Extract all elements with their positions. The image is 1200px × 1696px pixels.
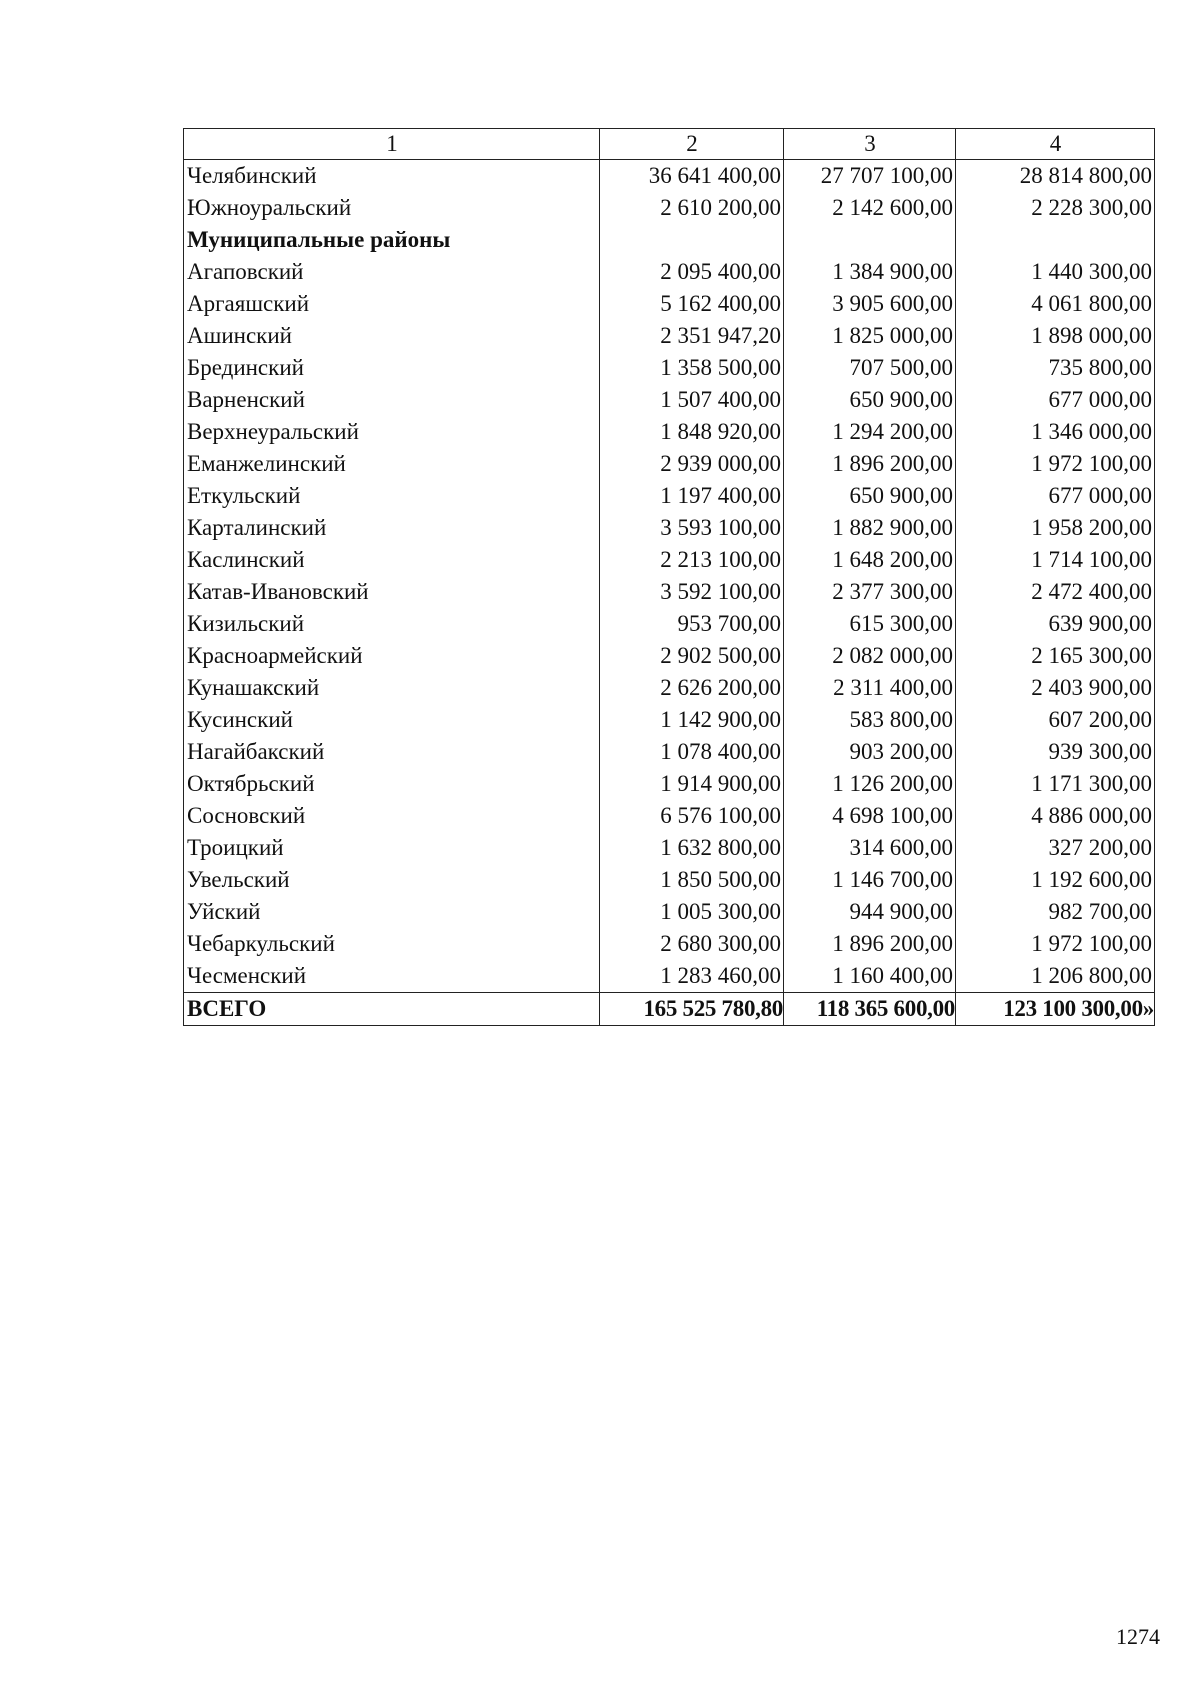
total-col-2-cell: 165 525 780,80 xyxy=(600,993,784,1026)
value-col-3-cell: 1 648 200,00 xyxy=(784,544,956,576)
value-col-4-cell: 2 472 400,00 xyxy=(956,576,1155,608)
value-col-3-cell: 1 825 000,00 xyxy=(784,320,956,352)
table-row xyxy=(184,576,1155,608)
district-name-cell: Карталинский xyxy=(184,512,600,544)
table-row xyxy=(184,896,1155,928)
value-col-2-cell: 2 213 100,00 xyxy=(600,544,784,576)
value-col-3-cell: 1 896 200,00 xyxy=(784,448,956,480)
district-name-cell: Кусинский xyxy=(184,704,600,736)
column-header-1: 1 xyxy=(184,129,600,160)
value-col-4-cell: 1 206 800,00 xyxy=(956,960,1155,993)
value-col-4-cell: 2 403 900,00 xyxy=(956,672,1155,704)
table-row xyxy=(184,832,1155,864)
district-name-cell: Еткульский xyxy=(184,480,600,512)
value-col-3-cell: 2 311 400,00 xyxy=(784,672,956,704)
value-col-2-cell: 1 197 400,00 xyxy=(600,480,784,512)
table-row xyxy=(184,384,1155,416)
value-col-2-cell: 2 902 500,00 xyxy=(600,640,784,672)
district-name-cell: Ашинский xyxy=(184,320,600,352)
value-col-3-cell: 27 707 100,00 xyxy=(784,160,956,193)
table-row xyxy=(184,800,1155,832)
value-col-2-cell: 1 005 300,00 xyxy=(600,896,784,928)
value-col-3-cell: 4 698 100,00 xyxy=(784,800,956,832)
table-row xyxy=(184,480,1155,512)
district-name-cell: Нагайбакский xyxy=(184,736,600,768)
table-row xyxy=(184,960,1155,993)
table-row xyxy=(184,192,1155,224)
budget-table xyxy=(183,128,1155,1026)
value-col-3-cell: 615 300,00 xyxy=(784,608,956,640)
table-row xyxy=(184,928,1155,960)
value-col-4-cell: 1 972 100,00 xyxy=(956,448,1155,480)
value-col-2-cell: 2 610 200,00 xyxy=(600,192,784,224)
value-col-2-cell: 36 641 400,00 xyxy=(600,160,784,193)
district-name-cell: Верхнеуральский xyxy=(184,416,600,448)
value-col-3-cell: 314 600,00 xyxy=(784,832,956,864)
value-col-4-cell: 1 346 000,00 xyxy=(956,416,1155,448)
district-name-cell: Катав-Ивановский xyxy=(184,576,600,608)
table-row xyxy=(184,288,1155,320)
district-name-cell: Челябинский xyxy=(184,160,600,193)
value-col-3-cell: 650 900,00 xyxy=(784,480,956,512)
value-col-3-cell: 944 900,00 xyxy=(784,896,956,928)
district-name-cell: Кизильский xyxy=(184,608,600,640)
value-col-2-cell: 2 351 947,20 xyxy=(600,320,784,352)
value-col-2-cell xyxy=(600,224,784,256)
value-col-4-cell: 1 972 100,00 xyxy=(956,928,1155,960)
table-row xyxy=(184,352,1155,384)
value-col-4-cell: 1 714 100,00 xyxy=(956,544,1155,576)
district-name-cell: Троицкий xyxy=(184,832,600,864)
value-col-4-cell: 939 300,00 xyxy=(956,736,1155,768)
value-col-3-cell: 2 142 600,00 xyxy=(784,192,956,224)
district-name-cell: Уйский xyxy=(184,896,600,928)
value-col-3-cell: 903 200,00 xyxy=(784,736,956,768)
table-row xyxy=(184,320,1155,352)
value-col-4-cell: 28 814 800,00 xyxy=(956,160,1155,193)
value-col-2-cell: 1 507 400,00 xyxy=(600,384,784,416)
district-name-cell: Чесменский xyxy=(184,960,600,993)
value-col-2-cell: 1 283 460,00 xyxy=(600,960,784,993)
value-col-2-cell: 2 680 300,00 xyxy=(600,928,784,960)
value-col-2-cell: 2 626 200,00 xyxy=(600,672,784,704)
table-row xyxy=(184,512,1155,544)
total-col-3-cell: 118 365 600,00 xyxy=(784,993,956,1026)
value-col-2-cell: 953 700,00 xyxy=(600,608,784,640)
value-col-2-cell: 1 850 500,00 xyxy=(600,864,784,896)
value-col-2-cell: 6 576 100,00 xyxy=(600,800,784,832)
table-row xyxy=(184,544,1155,576)
value-col-2-cell: 1 078 400,00 xyxy=(600,736,784,768)
value-col-4-cell: 2 165 300,00 xyxy=(956,640,1155,672)
district-name-cell: Муниципальные районы xyxy=(184,224,600,256)
district-name-cell: Еманжелинский xyxy=(184,448,600,480)
value-col-4-cell xyxy=(956,224,1155,256)
value-col-3-cell: 3 905 600,00 xyxy=(784,288,956,320)
value-col-4-cell: 327 200,00 xyxy=(956,832,1155,864)
value-col-3-cell: 1 384 900,00 xyxy=(784,256,956,288)
column-header-3: 3 xyxy=(784,129,956,160)
table-row xyxy=(184,160,1155,193)
district-name-cell: Каслинский xyxy=(184,544,600,576)
value-col-4-cell: 607 200,00 xyxy=(956,704,1155,736)
value-col-3-cell: 650 900,00 xyxy=(784,384,956,416)
value-col-2-cell: 1 914 900,00 xyxy=(600,768,784,800)
value-col-3-cell: 2 082 000,00 xyxy=(784,640,956,672)
district-name-cell: Увельский xyxy=(184,864,600,896)
table-row xyxy=(184,864,1155,896)
value-col-2-cell: 2 095 400,00 xyxy=(600,256,784,288)
value-col-2-cell: 5 162 400,00 xyxy=(600,288,784,320)
value-col-4-cell: 4 886 000,00 xyxy=(956,800,1155,832)
total-row xyxy=(184,993,1155,1026)
table-body xyxy=(184,129,1155,1026)
value-col-2-cell: 1 632 800,00 xyxy=(600,832,784,864)
table-row xyxy=(184,448,1155,480)
section-header-row xyxy=(184,224,1155,256)
total-label-cell: ВСЕГО xyxy=(184,993,600,1026)
value-col-4-cell: 1 958 200,00 xyxy=(956,512,1155,544)
district-name-cell: Южноуральский xyxy=(184,192,600,224)
value-col-3-cell: 583 800,00 xyxy=(784,704,956,736)
value-col-3-cell: 1 294 200,00 xyxy=(784,416,956,448)
value-col-4-cell: 1 171 300,00 xyxy=(956,768,1155,800)
value-col-2-cell: 1 142 900,00 xyxy=(600,704,784,736)
value-col-3-cell: 1 146 700,00 xyxy=(784,864,956,896)
value-col-3-cell: 1 896 200,00 xyxy=(784,928,956,960)
value-col-3-cell: 707 500,00 xyxy=(784,352,956,384)
value-col-3-cell: 1 882 900,00 xyxy=(784,512,956,544)
value-col-4-cell: 677 000,00 xyxy=(956,384,1155,416)
district-name-cell: Октябрьский xyxy=(184,768,600,800)
district-name-cell: Кунашакский xyxy=(184,672,600,704)
table-row xyxy=(184,768,1155,800)
district-name-cell: Агаповский xyxy=(184,256,600,288)
table-row xyxy=(184,416,1155,448)
district-name-cell: Сосновский xyxy=(184,800,600,832)
district-name-cell: Красноармейский xyxy=(184,640,600,672)
table-row xyxy=(184,704,1155,736)
page-number: 1274 xyxy=(1116,1624,1160,1649)
column-header-4: 4 xyxy=(956,129,1155,160)
value-col-3-cell: 2 377 300,00 xyxy=(784,576,956,608)
value-col-4-cell: 2 228 300,00 xyxy=(956,192,1155,224)
district-name-cell: Аргаяшский xyxy=(184,288,600,320)
table-row xyxy=(184,640,1155,672)
value-col-3-cell: 1 160 400,00 xyxy=(784,960,956,993)
value-col-3-cell: 1 126 200,00 xyxy=(784,768,956,800)
value-col-4-cell: 1 192 600,00 xyxy=(956,864,1155,896)
value-col-4-cell: 677 000,00 xyxy=(956,480,1155,512)
value-col-2-cell: 1 848 920,00 xyxy=(600,416,784,448)
table-row xyxy=(184,256,1155,288)
value-col-2-cell: 1 358 500,00 xyxy=(600,352,784,384)
value-col-2-cell: 2 939 000,00 xyxy=(600,448,784,480)
value-col-4-cell: 1 440 300,00 xyxy=(956,256,1155,288)
district-name-cell: Брединский xyxy=(184,352,600,384)
value-col-4-cell: 735 800,00 xyxy=(956,352,1155,384)
table-row xyxy=(184,608,1155,640)
table-row xyxy=(184,672,1155,704)
column-header-2: 2 xyxy=(600,129,784,160)
value-col-3-cell xyxy=(784,224,956,256)
district-name-cell: Варненский xyxy=(184,384,600,416)
table-header-row xyxy=(184,129,1155,160)
value-col-4-cell: 639 900,00 xyxy=(956,608,1155,640)
value-col-4-cell: 1 898 000,00 xyxy=(956,320,1155,352)
value-col-2-cell: 3 592 100,00 xyxy=(600,576,784,608)
value-col-4-cell: 4 061 800,00 xyxy=(956,288,1155,320)
table-row xyxy=(184,736,1155,768)
value-col-4-cell: 982 700,00 xyxy=(956,896,1155,928)
value-col-2-cell: 3 593 100,00 xyxy=(600,512,784,544)
district-name-cell: Чебаркульский xyxy=(184,928,600,960)
total-col-4-cell: 123 100 300,00» xyxy=(956,993,1155,1026)
